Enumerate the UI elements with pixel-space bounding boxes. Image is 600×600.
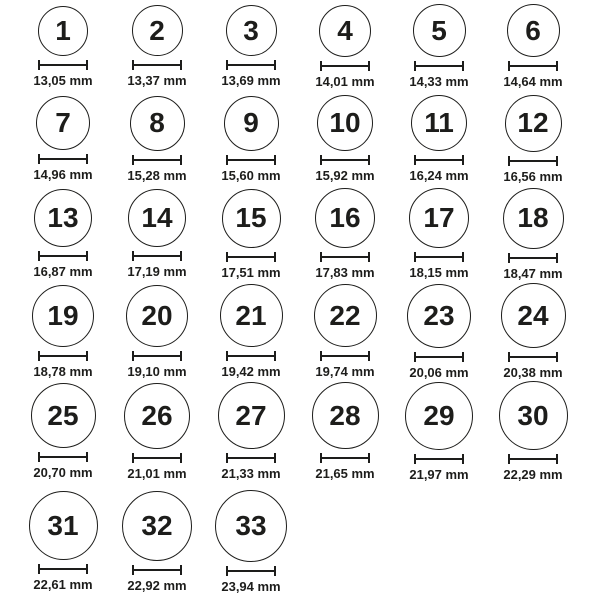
ring-size-number: 25 [47, 399, 79, 431]
ring-size-number: 1 [55, 14, 71, 46]
diameter-measure-bar [38, 564, 88, 574]
ring-size-number: 32 [141, 509, 173, 541]
diameter-label: 18,47 mm [503, 265, 563, 281]
diameter-measure-bar [132, 565, 182, 575]
ring-size-cell [110, 380, 204, 483]
diameter-label: 18,78 mm [33, 363, 93, 379]
measure-line [510, 356, 556, 358]
ring-size-cell [16, 0, 110, 93]
diameter-label: 13,69 mm [221, 73, 281, 88]
chart-row [0, 185, 600, 283]
measure-line [40, 64, 86, 66]
ring-size-circle [505, 95, 562, 152]
diameter-measure-bar [226, 351, 276, 361]
ring-size-circle [31, 383, 96, 448]
ring-size-circle [226, 5, 277, 56]
ring-size-cell [204, 483, 298, 600]
diameter-label: 17,83 mm [315, 265, 375, 280]
ring-size-circle [36, 96, 90, 150]
ring-size-cell [16, 185, 110, 283]
ring-size-number: 6 [525, 14, 541, 46]
diameter-label: 23,94 mm [221, 578, 281, 594]
ring-size-circle [407, 284, 471, 348]
ring-size-number: 11 [424, 107, 454, 138]
ring-size-number: 17 [423, 202, 455, 233]
diameter-measure-bar [508, 61, 558, 71]
measure-line [40, 355, 86, 357]
ring-size-cell [486, 0, 580, 93]
chart-row [0, 380, 600, 483]
measure-line [322, 159, 368, 161]
diameter-label: 16,87 mm [33, 264, 93, 279]
diameter-measure-bar [414, 61, 464, 71]
ring-size-cell [204, 380, 298, 483]
ring-size-circle [411, 95, 467, 151]
ring-size-circle [124, 383, 190, 449]
diameter-label: 15,60 mm [221, 167, 281, 183]
ring-size-number: 28 [329, 399, 361, 431]
ring-size-circle [503, 188, 564, 249]
chart-row [0, 0, 600, 93]
diameter-measure-bar [414, 155, 464, 165]
measure-line [40, 158, 86, 160]
measure-line [510, 65, 556, 67]
diameter-measure-bar [508, 352, 558, 362]
diameter-label: 14,33 mm [409, 74, 469, 89]
diameter-label: 15,28 mm [127, 167, 187, 183]
ring-size-cell [486, 185, 580, 283]
ring-size-number: 33 [235, 509, 267, 541]
diameter-label: 18,15 mm [409, 265, 469, 280]
ring-size-number: 3 [243, 14, 259, 46]
diameter-label: 13,05 mm [33, 72, 93, 88]
ring-size-circle [132, 5, 183, 56]
diameter-measure-bar [132, 155, 182, 165]
ring-size-number: 12 [517, 107, 549, 138]
measure-line [40, 456, 86, 458]
ring-size-circle [128, 189, 186, 247]
diameter-label: 19,42 mm [221, 364, 281, 379]
diameter-label: 21,65 mm [315, 466, 375, 481]
ring-size-number: 29 [423, 399, 455, 431]
diameter-measure-bar [320, 351, 370, 361]
diameter-measure-bar [226, 566, 276, 576]
ring-size-cell [392, 0, 486, 93]
diameter-measure-bar [132, 60, 182, 70]
diameter-label: 14,96 mm [33, 167, 93, 182]
diameter-label: 14,01 mm [315, 73, 375, 89]
ring-size-circle [319, 5, 371, 57]
ring-size-circle [413, 4, 466, 57]
measure-line [228, 256, 274, 258]
ring-size-cell [298, 93, 392, 185]
measure-line [40, 255, 86, 257]
ring-size-number: 19 [47, 299, 79, 331]
ring-size-number: 23 [423, 299, 455, 331]
ring-size-circle [130, 96, 185, 151]
ring-size-cell [486, 380, 580, 483]
diameter-measure-bar [38, 452, 88, 462]
ring-size-number: 16 [329, 202, 361, 233]
ring-size-cell [110, 283, 204, 380]
measure-line [416, 65, 462, 67]
ring-size-number: 20 [141, 299, 173, 331]
ring-size-circle [314, 284, 377, 347]
ring-size-circle [34, 189, 92, 247]
diameter-measure-bar [38, 154, 88, 164]
ring-size-circle [499, 381, 568, 450]
measure-line [134, 159, 180, 161]
diameter-measure-bar [508, 156, 558, 166]
measure-line [228, 64, 274, 66]
diameter-label: 19,74 mm [315, 364, 375, 379]
ring-size-circle [507, 4, 560, 57]
diameter-label: 21,97 mm [409, 466, 469, 482]
measure-line [134, 255, 180, 257]
ring-size-cell [110, 185, 204, 283]
ring-size-cell [16, 283, 110, 380]
ring-size-number: 21 [235, 299, 267, 331]
ring-size-circle [215, 490, 287, 562]
diameter-label: 22,29 mm [503, 467, 563, 482]
diameter-label: 16,56 mm [503, 168, 563, 184]
ring-size-number: 27 [235, 399, 267, 431]
ring-size-number: 22 [329, 299, 361, 331]
diameter-label: 17,51 mm [221, 264, 281, 280]
measure-line [416, 356, 462, 358]
ring-size-circle [126, 285, 188, 347]
diameter-measure-bar [508, 454, 558, 464]
ring-size-cell [392, 283, 486, 380]
ring-size-circle [315, 188, 375, 248]
ring-size-number: 24 [517, 299, 549, 331]
diameter-label: 20,06 mm [409, 364, 469, 380]
ring-size-cell [110, 93, 204, 185]
measure-line [228, 570, 274, 572]
diameter-label: 19,10 mm [127, 363, 187, 379]
measure-line [510, 458, 556, 460]
measure-line [228, 355, 274, 357]
diameter-measure-bar [320, 61, 370, 71]
ring-size-number: 9 [243, 107, 259, 138]
ring-size-circle [312, 382, 379, 449]
diameter-measure-bar [226, 155, 276, 165]
diameter-label: 20,70 mm [33, 465, 93, 480]
ring-size-number: 18 [517, 202, 549, 233]
diameter-label: 14,64 mm [503, 74, 563, 89]
diameter-measure-bar [414, 352, 464, 362]
diameter-measure-bar [38, 351, 88, 361]
diameter-measure-bar [320, 155, 370, 165]
ring-size-circle [405, 382, 473, 450]
measure-line [322, 65, 368, 67]
ring-size-circle [38, 6, 88, 56]
measure-line [416, 256, 462, 258]
diameter-measure-bar [226, 252, 276, 262]
diameter-measure-bar [226, 60, 276, 70]
ring-size-cell [392, 93, 486, 185]
ring-size-number: 15 [235, 202, 267, 233]
diameter-label: 17,19 mm [127, 264, 187, 279]
diameter-measure-bar [132, 351, 182, 361]
diameter-measure-bar [320, 453, 370, 463]
measure-line [322, 355, 368, 357]
measure-line [40, 568, 86, 570]
ring-size-number: 10 [329, 107, 361, 138]
chart-row [0, 283, 600, 380]
ring-size-number: 13 [47, 202, 79, 233]
measure-line [134, 64, 180, 66]
diameter-measure-bar [320, 252, 370, 262]
measure-line [228, 457, 274, 459]
ring-size-cell [298, 185, 392, 283]
ring-size-circle [224, 96, 279, 151]
ring-size-cell [204, 185, 298, 283]
diameter-label: 22,92 mm [127, 577, 187, 593]
measure-line [134, 569, 180, 571]
ring-size-cell [110, 0, 204, 93]
ring-size-circle [501, 283, 566, 348]
chart-row [0, 93, 600, 185]
ring-size-number: 7 [55, 107, 71, 138]
ring-size-cell [298, 0, 392, 93]
ring-size-circle [122, 491, 192, 561]
ring-size-number: 14 [141, 202, 173, 233]
diameter-measure-bar [508, 253, 558, 263]
measure-line [322, 457, 368, 459]
ring-size-cell [204, 93, 298, 185]
measure-line [510, 160, 556, 162]
measure-line [134, 457, 180, 459]
diameter-measure-bar [38, 60, 88, 70]
diameter-measure-bar [132, 251, 182, 261]
measure-line [416, 458, 462, 460]
ring-size-cell [204, 283, 298, 380]
ring-size-number: 8 [149, 107, 165, 138]
ring-size-cell [486, 283, 580, 380]
ring-size-number: 30 [517, 399, 549, 431]
diameter-measure-bar [414, 454, 464, 464]
ring-size-cell [298, 380, 392, 483]
ring-size-number: 2 [149, 14, 165, 46]
ring-size-circle [29, 491, 98, 560]
ring-size-circle [220, 284, 283, 347]
measure-line [322, 256, 368, 258]
ring-size-cell [16, 483, 110, 600]
ring-size-cell [204, 0, 298, 93]
ring-size-circle [218, 382, 285, 449]
chart-row [0, 483, 600, 600]
ring-size-cell [16, 380, 110, 483]
diameter-measure-bar [132, 453, 182, 463]
diameter-label: 16,24 mm [409, 168, 469, 183]
diameter-label: 22,61 mm [33, 577, 93, 592]
diameter-label: 15,92 mm [315, 168, 375, 183]
ring-size-cell [298, 283, 392, 380]
diameter-measure-bar [414, 252, 464, 262]
ring-size-circle [222, 189, 281, 248]
diameter-measure-bar [226, 453, 276, 463]
ring-size-cell [16, 93, 110, 185]
diameter-label: 21,01 mm [127, 465, 187, 481]
ring-size-circle [32, 285, 94, 347]
ring-size-cell [110, 483, 204, 600]
diameter-label: 21,33 mm [221, 466, 281, 481]
ring-size-number: 26 [141, 399, 173, 431]
diameter-label: 20,38 mm [503, 365, 563, 380]
measure-line [416, 159, 462, 161]
ring-size-number: 31 [47, 509, 79, 541]
measure-line [134, 355, 180, 357]
ring-size-circle [317, 95, 373, 151]
measure-line [228, 159, 274, 161]
diameter-measure-bar [38, 251, 88, 261]
ring-size-number: 4 [337, 14, 353, 46]
ring-size-cell [392, 380, 486, 483]
ring-size-circle [409, 188, 469, 248]
ring-size-cell [392, 185, 486, 283]
ring-size-cell [486, 93, 580, 185]
diameter-label: 13,37 mm [127, 73, 187, 88]
measure-line [510, 257, 556, 259]
ring-size-number: 5 [431, 14, 447, 46]
